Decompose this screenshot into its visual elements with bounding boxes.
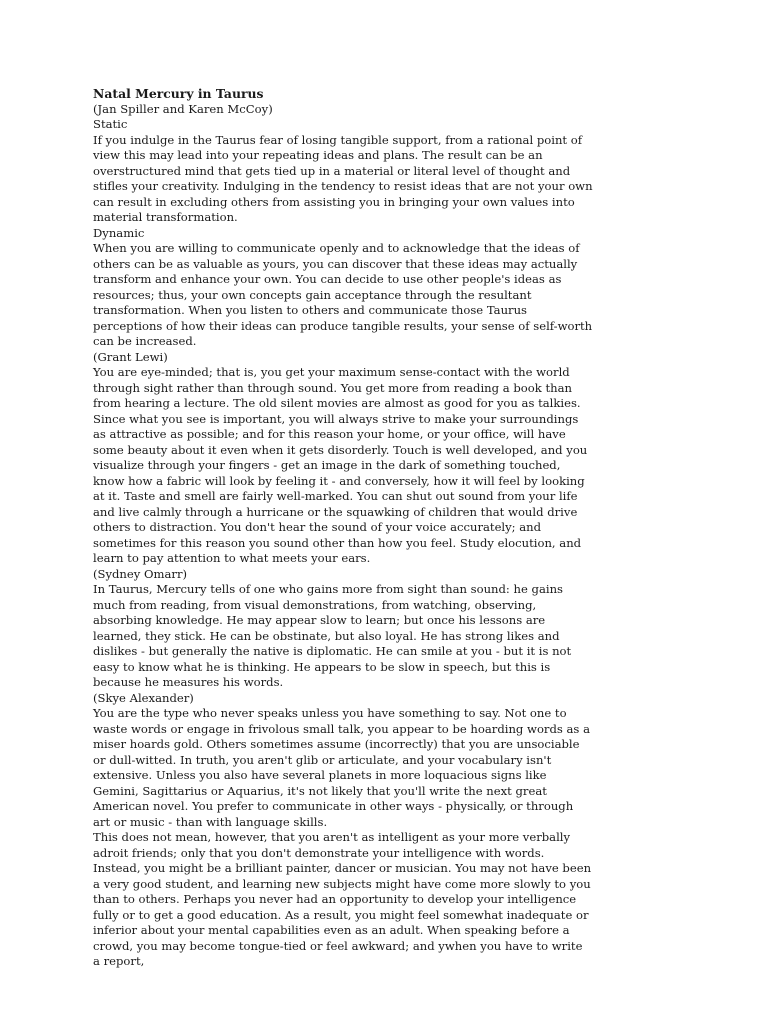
paragraph-static: If you indulge in the Taurus fear of losing tangible support, from a rational point of view this may lead into your repeating ideas and plans. The result can be an overstructured mind that gets tied up in a material or literal level of thought and stifles your creativity. Indulging in the tendency to resist ideas that are not your own can result in excluding others from assisting you in bringing your own values into material transformation. (93, 132, 593, 224)
heading-dynamic: Dynamic (93, 225, 145, 240)
document-title: Natal Mercury in Taurus (93, 86, 264, 101)
source-skye-alexander: (Skye Alexander) (93, 690, 194, 705)
paragraph-omarr: In Taurus, Mercury tells of one who gains more from sight than sound: he gains much from reading, from visual demonstrations, from watching, observing, absorbing knowledge. He may appear slow to learn; but once his lessons are learned, they stick. He can be obstinate, but also loyal. He has strong likes and dislikes - but generally the native is diplomatic. He can smile at you - but it is not easy to know what he is thinking. He appears to be slow in speech, but this is because he measures his words. (93, 582, 572, 689)
source-grant-lewi: (Grant Lewi) (93, 349, 168, 364)
source-sydney-omarr: (Sydney Omarr) (93, 566, 188, 581)
paragraph-dynamic: When you are willing to communicate openly and to acknowledge that the ideas of others can be as valuable as yours, you can discover that these ideas may actually transform and enhance your own. You can decide to use other people's ideas as resources; thus, your own concepts gain acceptance through the resultant transformation. When you listen to others and communicate those Taurus perceptions of how their ideas can produce tangible results, your sense of self-worth can be increased. (93, 241, 593, 348)
source-spiller-mccoy: (Jan Spiller and Karen McCoy) (93, 101, 273, 116)
document-body (93, 86, 593, 970)
heading-static: Static (93, 117, 128, 131)
paragraph-alexander-1: You are the type who never speaks unless you have something to say. Not one to waste words or engage in frivolous small talk, you appear to be hoarding words as a miser hoards gold. Others sometimes assume (incorrectly) that you are unsociable or dull-witted. In truth, you aren't glib or articulate, and your vocabulary isn't extensive. Unless you also have several planets in more loquacious signs like Gemini, Sagittarius or Aquarius, it's not likely that you'll write the next great American novel. You prefer to communicate in other ways - physically, or through art or music - than with language skills. (93, 706, 590, 829)
paragraph-lewi: You are eye-minded; that is, you get your maximum sense-contact with the world through sight rather than through sound. You get more from reading a book than from hearing a lecture. The old silent movies are almost as good for you as talkies. Since what you see is important, you will always strive to make your surroundings as attractive as possible; and for this reason your home, or your office, will have some beauty about it even when it gets disorderly. Touch is well developed, and you visualize through your fingers - get an image in the dark of something touched, know how a fabric will look by feeling it - and conversely, how it will feel by looking at it. Taste and smell are fairly well-marked. You can shut out sound from your life and live calmly through a hurricane or the squawking of children that would drive others to distraction. You don't hear the sound of your voice accurately; and sometimes for this reason you sound other than how you feel. Study elocution, and learn to pay attention to what meets your ears. (93, 365, 588, 565)
paragraph-alexander-2: This does not mean, however, that you aren't as intelligent as your more verbally adroit friends; only that you don't demonstrate your intelligence with words. Instead, you might be a brilliant painter, dancer or musician. You may not have been a very good student, and learning new subjects might have come more slowly to you than to others. Perhaps you never had an opportunity to develop your intelligence fully or to get a good education. As a result, you might feel somewhat inadequate or inferior about your mental capabilities even as an adult. When speaking before a crowd, you may become tongue-tied or feel awkward; and ywhen you have to write a report, (93, 830, 592, 968)
